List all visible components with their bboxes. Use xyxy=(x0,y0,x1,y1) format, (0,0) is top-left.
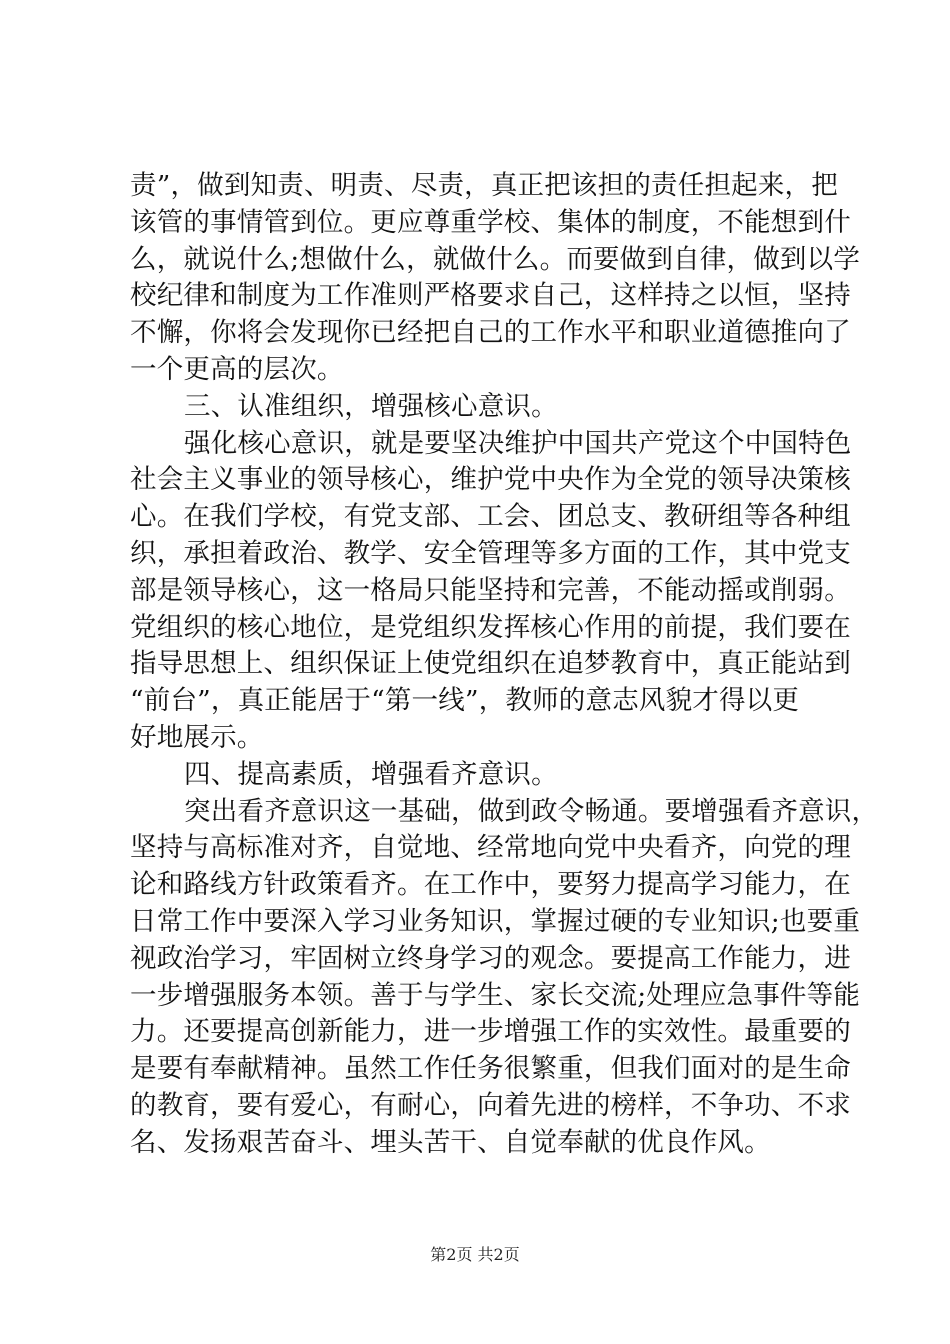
text-line: 是要有奉献精神。虽然工作任务很繁重，但我们面对的是生命 xyxy=(130,1053,851,1085)
text-line: 一步增强服务本领。善于与学生、家长交流;处理应急事件等能 xyxy=(130,979,861,1011)
text-line: 心。在我们学校，有党支部、工会、团总支、教研组等各种组 xyxy=(130,501,851,533)
text-line: 坚持与高标准对齐，自觉地、经常地向党中央看齐，向党的理 xyxy=(130,832,851,864)
document-body xyxy=(130,168,879,1162)
text-line: 党组织的核心地位，是党组织发挥核心作用的前提，我们要在 xyxy=(130,611,851,643)
text-line: 织，承担着政治、教学、安全管理等多方面的工作，其中党支 xyxy=(130,537,851,569)
text-line: “前台”，真正能居于“第一线”，教师的意志风貌才得以更 xyxy=(130,685,800,717)
text-line: 论和路线方针政策看齐。在工作中，要努力提高学习能力，在 xyxy=(130,869,851,901)
text-line: 社会主义事业的领导核心，维护党中央作为全党的领导决策核 xyxy=(130,464,851,496)
text-line: 校纪律和制度为工作准则严格要求自己，这样持之以恒，坚持 xyxy=(130,280,851,312)
text-line: 该管的事情管到位。更应尊重学校、集体的制度，不能想到什 xyxy=(130,206,851,238)
text-line: 部是领导核心，这一格局只能坚持和完善，不能动摇或削弱。 xyxy=(130,574,851,606)
text-line: 突出看齐意识这一基础，做到政令畅通。要增强看齐意识， xyxy=(184,795,879,827)
text-line: 强化核心意识，就是要坚决维护中国共产党这个中国特色 xyxy=(184,427,852,459)
text-line: 责”，做到知责、明责、尽责，真正把该担的责任担起来，把 xyxy=(130,170,838,201)
text-line: 一个更高的层次。 xyxy=(130,353,344,385)
section-heading: 三、认准组织，增强核心意识。 xyxy=(184,390,558,422)
text-line: 不懈，你将会发现你已经把自己的工作水平和职业道德推向了 xyxy=(130,317,851,349)
text-line: 好地展示。 xyxy=(130,721,264,753)
text-line: 的教育，要有爱心，有耐心，向着先进的榜样，不争功、不求 xyxy=(130,1089,851,1121)
text-line: 么，就说什么;想做什么，就做什么。而要做到自律，做到以学 xyxy=(130,243,861,275)
section-heading: 四、提高素质，增强看齐意识。 xyxy=(184,758,558,790)
text-line: 日常工作中要深入学习业务知识，掌握过硬的专业知识;也要重 xyxy=(130,905,861,937)
text-line: 视政治学习，牢固树立终身学习的观念。要提高工作能力，进 xyxy=(130,942,851,974)
text-line: 指导思想上、组织保证上使党组织在追梦教育中，真正能站到 xyxy=(130,648,851,680)
text-line: 名、发扬艰苦奋斗、埋头苦干、自觉奉献的优良作风。 xyxy=(130,1126,771,1158)
text-line: 力。还要提高创新能力，进一步增强工作的实效性。最重要的 xyxy=(130,1016,851,1048)
page-footer: 第2页 共2页 xyxy=(430,1245,520,1264)
